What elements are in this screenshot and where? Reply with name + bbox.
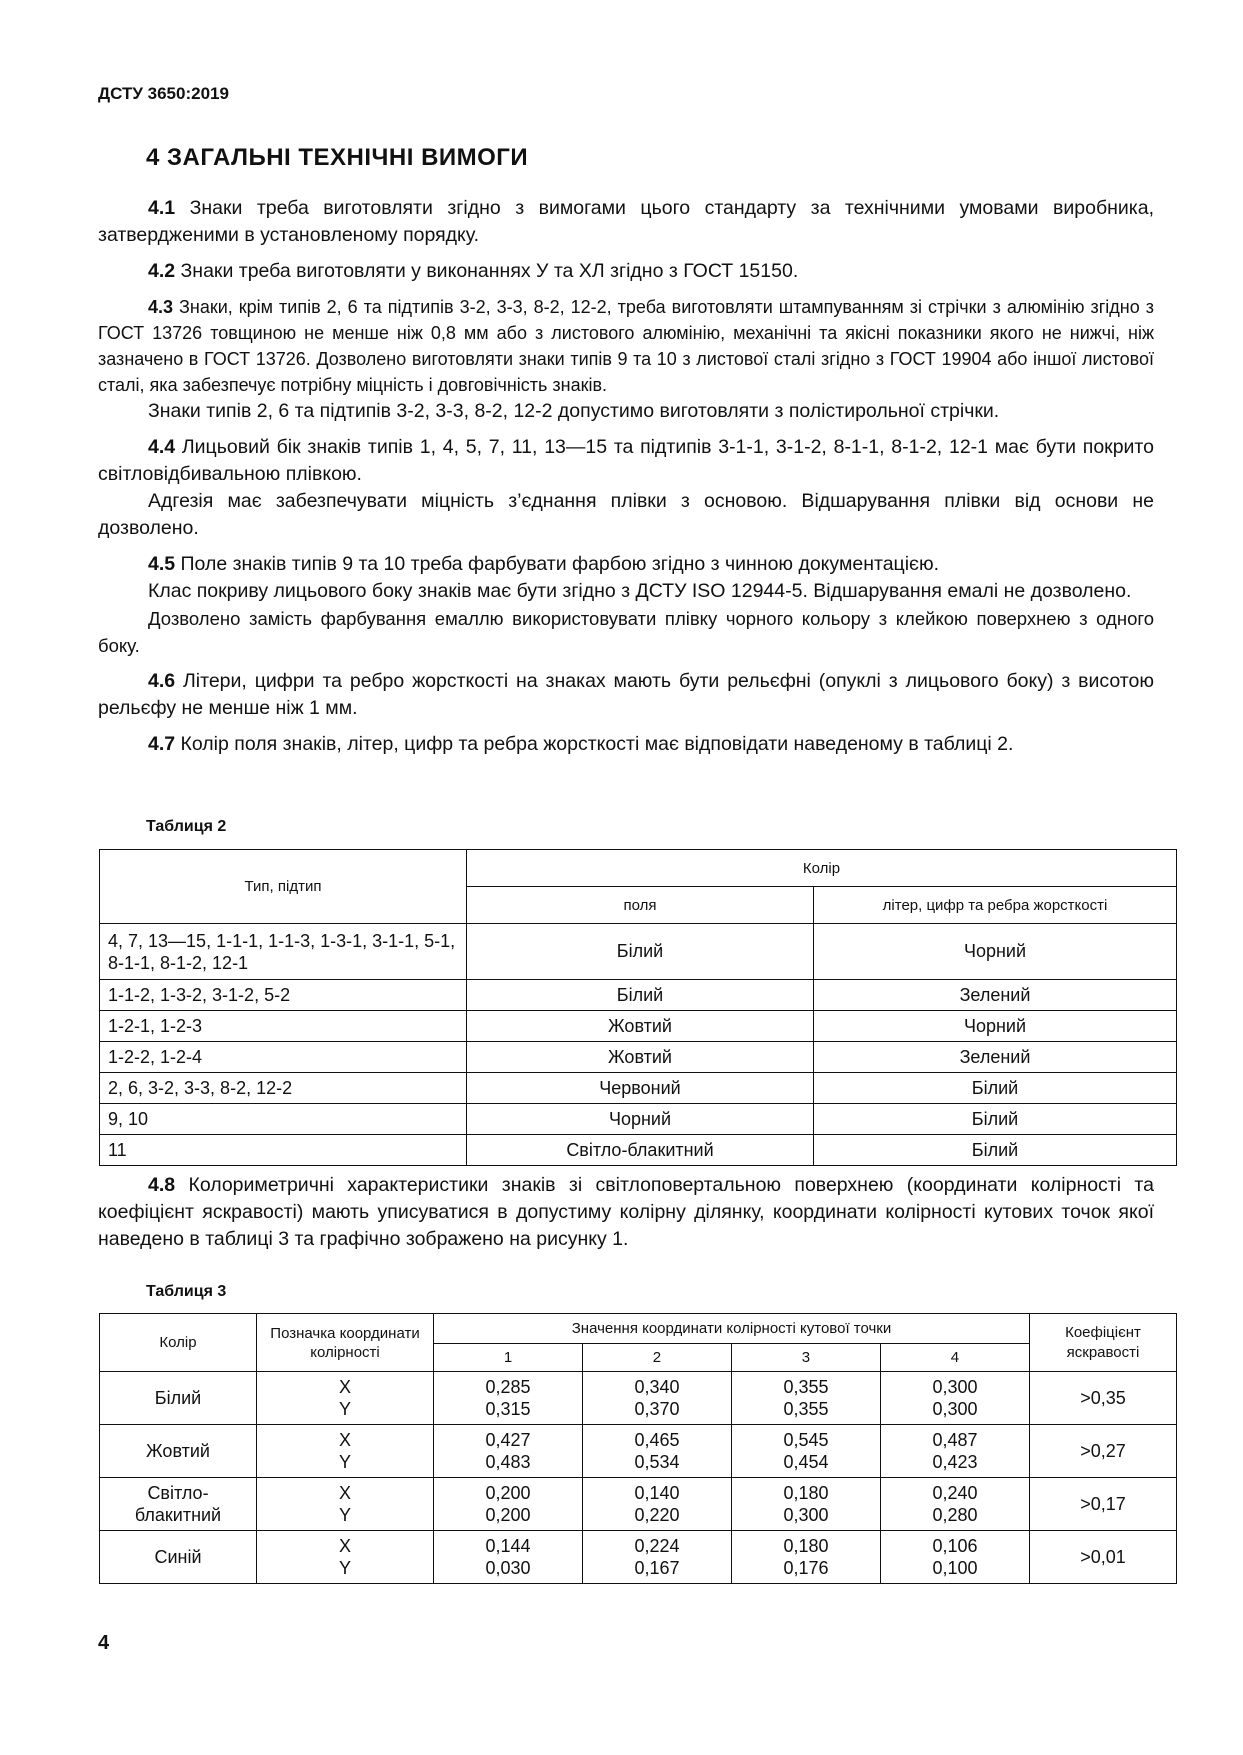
value-y: 0,100 [932, 1558, 978, 1578]
cell-color: Світло-блакитний [100, 1478, 257, 1531]
cell-point-1 [434, 1372, 583, 1425]
value-y: 0,176 [783, 1558, 829, 1578]
value-y: 0,200 [485, 1505, 531, 1525]
cell-point-4 [880, 1425, 1029, 1478]
table-3 [99, 1313, 1177, 1584]
cell-type: 1-1-2, 1-3-2, 3-1-2, 5-2 [100, 980, 467, 1011]
value-x: 0,200 [485, 1483, 531, 1503]
clause-text: Колір поля знаків, літер, цифр та ребра жорсткості має відповідати наведеному в таблиці 2. [175, 733, 1014, 755]
value-y: 0,534 [634, 1452, 680, 1472]
paragraph-4-3 [98, 294, 1154, 398]
table-row [100, 1531, 1177, 1584]
cell-point-3 [731, 1372, 880, 1425]
cell-type: 2, 6, 3-2, 3-3, 8-2, 12-2 [100, 1073, 467, 1104]
cell-field: Чорний [467, 1104, 814, 1135]
value-y: 0,300 [783, 1505, 829, 1525]
cell-letters: Білий [814, 1104, 1177, 1135]
header-coordinate: Позначка координати колірності [257, 1314, 434, 1372]
value-x: 0,355 [783, 1377, 829, 1397]
value-x: 0,180 [783, 1483, 829, 1503]
header-point-1: 1 [434, 1344, 583, 1372]
table-2-caption: Таблиця 2 [146, 818, 227, 835]
cell-type: 1-2-2, 1-2-4 [100, 1042, 467, 1073]
body-text [98, 195, 1154, 767]
paragraph-4-3-continued: Знаки типів 2, 6 та підтипів 3-2, 3-3, 8-2, 12-2 допустимо виготовляти з полістирольної стрічки. [148, 400, 1000, 422]
cell-point-2 [582, 1478, 731, 1531]
cell-luminance: >0,01 [1030, 1531, 1177, 1584]
cell-luminance: >0,35 [1030, 1372, 1177, 1425]
cell-color: Жовтий [100, 1425, 257, 1478]
cell-letters: Білий [814, 1135, 1177, 1166]
value-y: 0,370 [634, 1399, 680, 1419]
value-x: 0,180 [783, 1536, 829, 1556]
clause-number: 4.8 [148, 1174, 176, 1196]
cell-point-3 [731, 1425, 880, 1478]
clause-text: Знаки треба виготовляти згідно з вимогами цього стандарту за технічними умовами виробника, затвердженими в установленому порядку. [98, 197, 1154, 246]
coord-x: X [338, 1430, 351, 1450]
value-y: 0,280 [932, 1505, 978, 1525]
cell-letters: Чорний [814, 1011, 1177, 1042]
clause-text: Знаки, крім типів 2, 6 та підтипів 3-2, 3-3, 8-2, 12-2, треба виготовляти штампуванням зі стрічки з алюмінію згідно з ГОСТ 13726 товщиною не менше ніж 0,8 мм або з листового алюмінію, механічні та якісні показники якого не нижчі, ніж зазначено в ГОСТ 13726. Дозволено виготовляти знаки типів 9 та 10 з листової сталі згідно з ГОСТ 19904 або іншої листової сталі, яка забезпечує потрібну міцність і довговічність знаків. [98, 297, 1154, 395]
paragraph-4-5-continued-2: Дозволено замість фарбування емаллю використовувати плівку чорного кольору з клейкою поверхнею з одного боку. [98, 608, 1154, 656]
cell-coordinate [257, 1478, 434, 1531]
header-type: Тип, підтип [100, 850, 467, 924]
coord-y: Y [338, 1558, 351, 1578]
paragraph-4-5-continued-1: Клас покриву лицьового боку знаків має бути згідно з ДСТУ ISO 12944-5. Відшарування емалі не дозволено. [148, 580, 1132, 602]
coord-y: Y [338, 1505, 351, 1525]
table-row [100, 1372, 1177, 1425]
clause-text: Колориметричні характеристики знаків зі світлоповертальною поверхнею (координати колірності та коефіцієнт яскравості) мають уписуватися в допустиму колірну ділянку, координати колірності кутових точок якої наведено в таблиці 3 та графічно зображено на рисунку 1. [98, 1174, 1154, 1250]
cell-letters: Чорний [814, 924, 1177, 980]
value-y: 0,220 [634, 1505, 680, 1525]
table-row [100, 1478, 1177, 1531]
value-x: 0,106 [932, 1536, 978, 1556]
cell-letters: Зелений [814, 980, 1177, 1011]
value-x: 0,300 [932, 1377, 978, 1397]
clause-number: 4.5 [148, 553, 176, 575]
cell-letters: Зелений [814, 1042, 1177, 1073]
cell-coordinate [257, 1531, 434, 1584]
value-y: 0,454 [783, 1452, 829, 1472]
value-x: 0,487 [932, 1430, 978, 1450]
clause-number: 4.4 [148, 436, 176, 458]
cell-point-4 [880, 1478, 1029, 1531]
clause-number: 4.1 [148, 197, 176, 219]
cell-field: Жовтий [467, 1011, 814, 1042]
value-y: 0,030 [485, 1558, 531, 1578]
value-x: 0,224 [634, 1536, 680, 1556]
header-point-2: 2 [582, 1344, 731, 1372]
cell-field: Жовтий [467, 1042, 814, 1073]
cell-luminance: >0,27 [1030, 1425, 1177, 1478]
cell-luminance: >0,17 [1030, 1478, 1177, 1531]
cell-type: 1-2-1, 1-2-3 [100, 1011, 467, 1042]
value-y: 0,483 [485, 1452, 531, 1472]
section-title: 4 ЗАГАЛЬНІ ТЕХНІЧНІ ВИМОГИ [146, 144, 529, 171]
table-3-caption: Таблиця 3 [146, 1283, 227, 1300]
header-color: Колір [100, 1314, 257, 1372]
table-row [100, 980, 1177, 1011]
value-y: 0,423 [932, 1452, 978, 1472]
paragraph-4-5 [98, 551, 1154, 578]
cell-color: Білий [100, 1372, 257, 1425]
value-x: 0,140 [634, 1483, 680, 1503]
value-y: 0,355 [783, 1399, 829, 1419]
table-row [100, 1011, 1177, 1042]
paragraph-4-1 [98, 195, 1154, 249]
clause-number: 4.2 [148, 260, 176, 282]
coord-y: Y [338, 1452, 351, 1472]
clause-text: Знаки треба виготовляти у виконаннях У та ХЛ згідно з ГОСТ 15150. [175, 260, 799, 282]
value-y: 0,315 [485, 1399, 531, 1419]
cell-point-2 [582, 1372, 731, 1425]
table-row [100, 1073, 1177, 1104]
header-luminance: Коефіцієнт яскравості [1030, 1314, 1177, 1372]
value-x: 0,340 [634, 1377, 680, 1397]
clause-number: 4.3 [148, 297, 174, 317]
paragraph-4-4-continued: Адгезія має забезпечувати міцність з’єднання плівки з основою. Відшарування плівки від основи не дозволено. [98, 490, 1154, 539]
clause-text: Літери, цифри та ребро жорсткості на знаках мають бути рельєфні (опуклі з лицьового боку) з висотою рельєфу не менше ніж 1 мм. [98, 670, 1154, 719]
value-x: 0,545 [783, 1430, 829, 1450]
table-row [100, 1425, 1177, 1478]
cell-color: Синій [100, 1531, 257, 1584]
value-x: 0,240 [932, 1483, 978, 1503]
cell-coordinate [257, 1372, 434, 1425]
cell-type: 9, 10 [100, 1104, 467, 1135]
header-field: поля [467, 887, 814, 924]
cell-point-4 [880, 1531, 1029, 1584]
cell-type: 4, 7, 13—15, 1-1-1, 1-1-3, 1-3-1, 3-1-1, 5-1, 8-1-1, 8-1-2, 12-1 [100, 924, 467, 980]
cell-field: Білий [467, 980, 814, 1011]
header-point-4: 4 [880, 1344, 1029, 1372]
table-2 [99, 849, 1177, 1166]
cell-point-2 [582, 1425, 731, 1478]
paragraph-4-7 [98, 731, 1154, 758]
coord-x: X [338, 1536, 351, 1556]
clause-text: Поле знаків типів 9 та 10 треба фарбувати фарбою згідно з чинною документацією. [175, 553, 940, 575]
value-x: 0,427 [485, 1430, 531, 1450]
value-y: 0,300 [932, 1399, 978, 1419]
cell-point-4 [880, 1372, 1029, 1425]
header-color: Колір [467, 850, 1177, 887]
value-x: 0,465 [634, 1430, 680, 1450]
value-y: 0,167 [634, 1558, 680, 1578]
table-row [100, 924, 1177, 980]
header-values: Значення координати колірності кутової точки [434, 1314, 1030, 1344]
cell-point-3 [731, 1531, 880, 1584]
cell-point-1 [434, 1478, 583, 1531]
clause-number: 4.7 [148, 733, 176, 755]
coord-x: X [338, 1377, 351, 1397]
cell-field: Червоний [467, 1073, 814, 1104]
cell-field: Світло-блакитний [467, 1135, 814, 1166]
table-row [100, 1135, 1177, 1166]
cell-field: Білий [467, 924, 814, 980]
header-letters: літер, цифр та ребра жорсткості [814, 887, 1177, 924]
paragraph-4-2 [98, 258, 1154, 285]
body-text-lower [98, 1172, 1154, 1262]
cell-point-1 [434, 1531, 583, 1584]
paragraph-4-8 [98, 1172, 1154, 1253]
coord-y: Y [338, 1399, 351, 1419]
paragraph-4-4 [98, 434, 1154, 488]
coord-x: X [338, 1483, 351, 1503]
header-point-3: 3 [731, 1344, 880, 1372]
document-header: ДСТУ 3650:2019 [98, 84, 229, 103]
value-x: 0,285 [485, 1377, 531, 1397]
cell-letters: Білий [814, 1073, 1177, 1104]
cell-point-1 [434, 1425, 583, 1478]
paragraph-4-6 [98, 668, 1154, 722]
table-header-row [100, 850, 1177, 887]
table-header-row [100, 1314, 1177, 1344]
clause-number: 4.6 [148, 670, 176, 692]
cell-type: 11 [100, 1135, 467, 1166]
page-number: 4 [98, 1632, 110, 1654]
cell-coordinate [257, 1425, 434, 1478]
table-row [100, 1104, 1177, 1135]
cell-point-2 [582, 1531, 731, 1584]
value-x: 0,144 [485, 1536, 531, 1556]
cell-point-3 [731, 1478, 880, 1531]
table-row [100, 1042, 1177, 1073]
clause-text: Лицьовий бік знаків типів 1, 4, 5, 7, 11, 13—15 та підтипів 3-1-1, 3-1-2, 8-1-1, 8-1-2, 12-1 має бути покрито світловідбивальною плівкою. [98, 436, 1154, 485]
